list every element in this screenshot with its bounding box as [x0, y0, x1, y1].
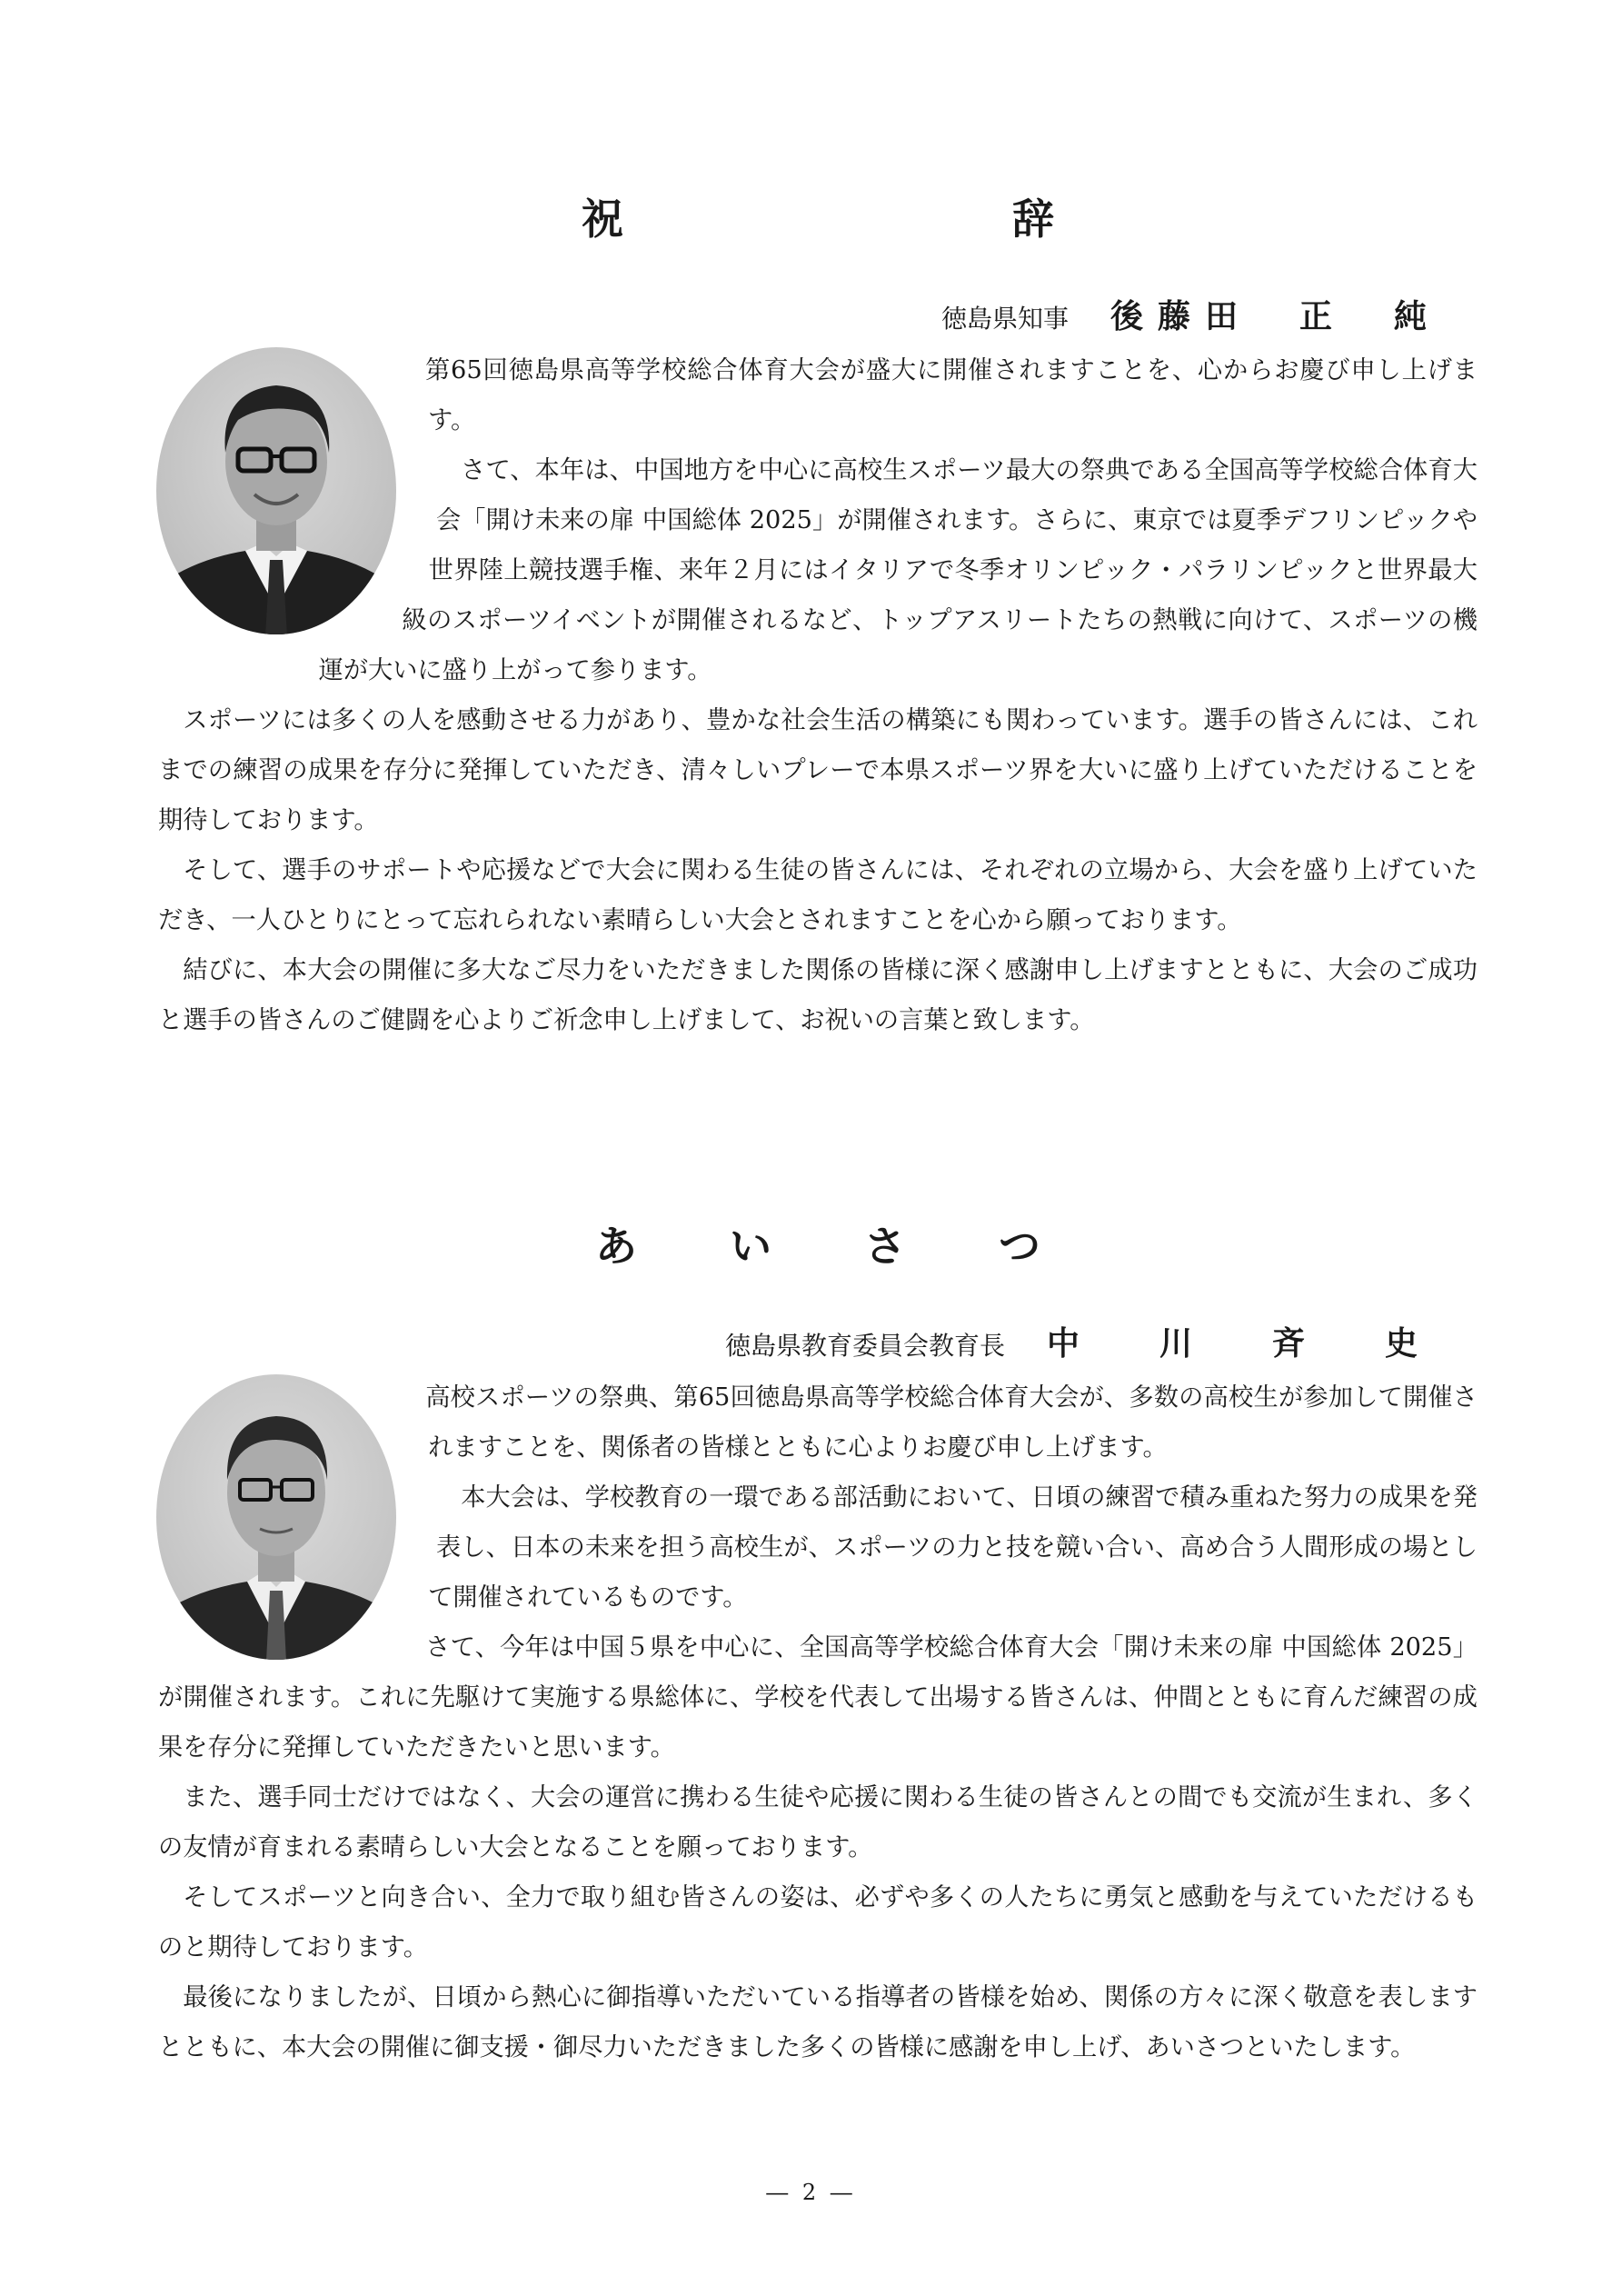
- portrait-image: [154, 1373, 398, 1662]
- author-line: [158, 291, 1441, 336]
- section-heading: [582, 189, 1054, 244]
- author-line: [158, 1318, 1441, 1363]
- portrait-image: [154, 345, 398, 636]
- body-paragraph: 本大会は、学校教育の一環である部活動において、日頃の練習で積み重ねた努力の成果を発表し、日本の未来を担う高校生が、スポーツの力と技を競い合い、高め合う人間形成の場として開催されているものです。: [428, 1483, 1478, 1612]
- author-role: 徳島県教育委員会教育長: [724, 1331, 1005, 1361]
- greeting-body: [158, 1373, 1478, 2072]
- address-body: [158, 345, 1478, 1045]
- body-paragraph: さて、本年は、中国地方を中心に高校生スポーツ最大の祭典である全国高等学校総合体育大会「開け未来の扉 中国総体 2025」が開催されます。さらに、東京では夏季デフリンピックや世界陸上競技選手権、来年２月にはイタリアで冬季オリンピック・パラリンピックと世界最大級のスポーツイベントが開催されるなど、トップアスリートたちの熱戦に向けて、スポーツの機運が大いに盛り上がって参ります。: [318, 456, 1478, 684]
- congratulatory-address-section: [158, 189, 1478, 1045]
- body-paragraph: 高校スポーツの祭典、第65回徳島県高等学校総合体育大会が、多数の高校生が参加して開催されますことを、関係者の皆様とともに心よりお慶び申し上げます。: [425, 1383, 1478, 1462]
- author-role: 徳島県知事: [940, 304, 1069, 334]
- body-paragraph: また、選手同士だけではなく、大会の運営に携わる生徒や応援に関わる生徒の皆さんとの間でも交流が生まれ、多くの友情が育まれる素晴らしい大会となることを願っております。: [158, 1783, 1478, 1862]
- body-paragraph: スポーツには多くの人を感動させる力があり、豊かな社会生活の構築にも関わっています。選手の皆さんには、これまでの練習の成果を存分に発揮していただき、清々しいプレーで本県スポーツ界を大いに盛り上げていただけることを期待しております。: [158, 706, 1478, 834]
- section-heading: [595, 1216, 1040, 1271]
- body-paragraph: そしてスポーツと向き合い、全力で取り組む皆さんの姿は、必ずや多くの人たちに勇気と感動を与えていただけるものと期待しております。: [158, 1883, 1478, 1962]
- body-paragraph: 第65回徳島県高等学校総合体育大会が盛大に開催されますことを、心からお慶び申し上げます。: [424, 356, 1478, 434]
- governor-portrait-photo: [154, 345, 398, 636]
- author-name: 後藤田 正 純: [1110, 297, 1441, 335]
- body-paragraph: 結びに、本大会の開催に多大なご尽力をいただきました関係の皆様に深く感謝申し上げますとともに、大会のご成功と選手の皆さんのご健闘を心よりご祈念申し上げまして、お祝いの言葉と致します。: [158, 956, 1478, 1034]
- heading-char: さ: [864, 1222, 906, 1271]
- heading-char: つ: [999, 1222, 1040, 1271]
- greeting-section: [158, 1216, 1478, 2072]
- heading-char: 祝: [582, 195, 623, 244]
- heading-char: あ: [595, 1222, 637, 1271]
- heading-char: い: [730, 1222, 771, 1271]
- author-name: 中 川 斉 史: [1046, 1324, 1441, 1363]
- body-paragraph: そして、選手のサポートや応援などで大会に関わる生徒の皆さんには、それぞれの立場から、大会を盛り上げていただき、一人ひとりにとって忘れられない素晴らしい大会とされますことを心から願っております。: [158, 856, 1478, 934]
- page-number: ― 2 ―: [766, 2180, 856, 2205]
- heading-char: 辞: [1012, 195, 1054, 244]
- body-paragraph: さて、今年は中国５県を中心に、全国高等学校総合体育大会「開け未来の扉 中国総体 2025」が開催されます。これに先駆けて実施する県総体に、学校を代表して出場する皆さんは、仲間とともに育んだ練習の成果を存分に発揮していただきたいと思います。: [158, 1633, 1478, 1762]
- body-paragraph: 最後になりましたが、日頃から熱心に御指導いただいている指導者の皆様を始め、関係の方々に深く敬意を表しますとともに、本大会の開催に御支援・御尽力いただきました多くの皆様に感謝を申し上げ、あいさつといたします。: [158, 1983, 1478, 2061]
- superintendent-portrait-photo: [154, 1373, 398, 1662]
